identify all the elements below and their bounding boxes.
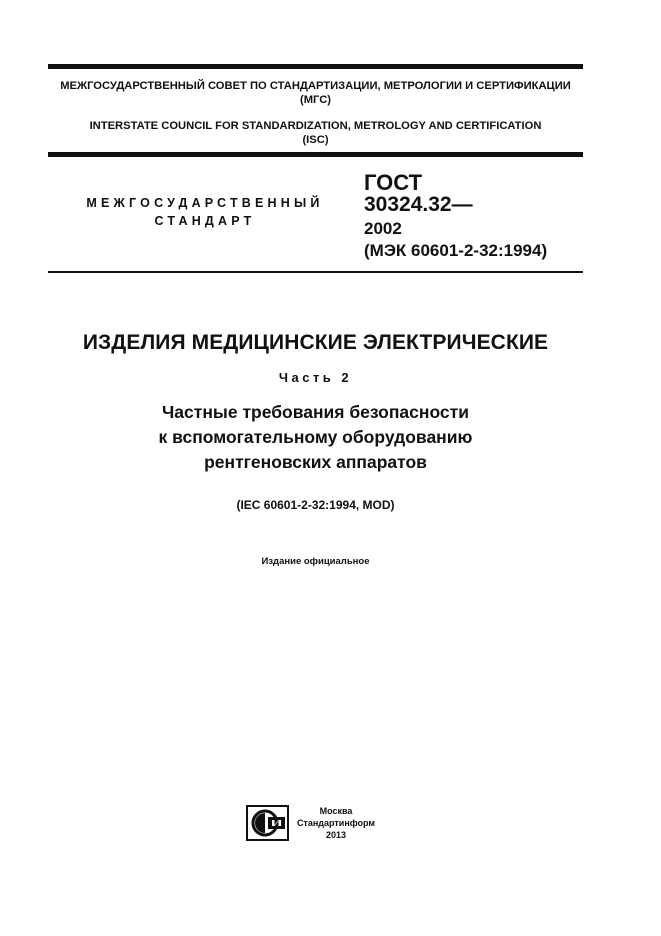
publication-year: 2013 <box>325 830 347 840</box>
council-ru-name: МЕЖГОСУДАРСТВЕННЫЙ СОВЕТ ПО СТАНДАРТИЗАЦИИ, МЕТРОЛОГИИ И СЕРТИФИКАЦИИ <box>60 80 571 92</box>
standard-kind-line2: СТАНДАРТ <box>154 214 256 228</box>
publisher-name: Стандартинформ <box>296 818 376 828</box>
council-en-abbr: (ISC) <box>302 134 329 146</box>
subtitle-line-1: Частные требования безопасности <box>162 402 469 422</box>
gost-year: 2002 <box>364 219 402 238</box>
iec-equivalent: (МЭК 60601-2-32:1994) <box>364 241 548 260</box>
iec-reference: (IEC 60601-2-32:1994, MOD) <box>236 498 395 512</box>
edition-label: Издание официальное <box>261 556 370 567</box>
part-label: Часть 2 <box>278 370 353 385</box>
middle-rule <box>48 152 583 157</box>
thin-rule <box>48 271 583 273</box>
council-en-block <box>48 119 583 147</box>
document-title: ИЗДЕЛИЯ МЕДИЦИНСКИЕ ЭЛЕКТРИЧЕСКИЕ <box>82 331 549 354</box>
gost-label: ГОСТ <box>364 170 423 195</box>
council-ru-abbr: (МГС) <box>299 94 332 106</box>
top-rule <box>48 64 583 69</box>
subtitle-line-2: к вспомогательному оборудованию <box>158 427 473 447</box>
standard-kind-line1: МЕЖГОСУДАРСТВЕННЫЙ <box>86 196 324 210</box>
standartinform-logo-icon <box>246 805 289 841</box>
publisher-city: Москва <box>319 806 353 816</box>
gost-number: 30324.32— <box>364 193 473 216</box>
council-ru-block <box>48 79 583 107</box>
council-en-name: INTERSTATE COUNCIL FOR STANDARDIZATION, METROLOGY AND CERTIFICATION <box>89 120 542 132</box>
subtitle-line-3: рентгеновских аппаратов <box>204 452 427 472</box>
